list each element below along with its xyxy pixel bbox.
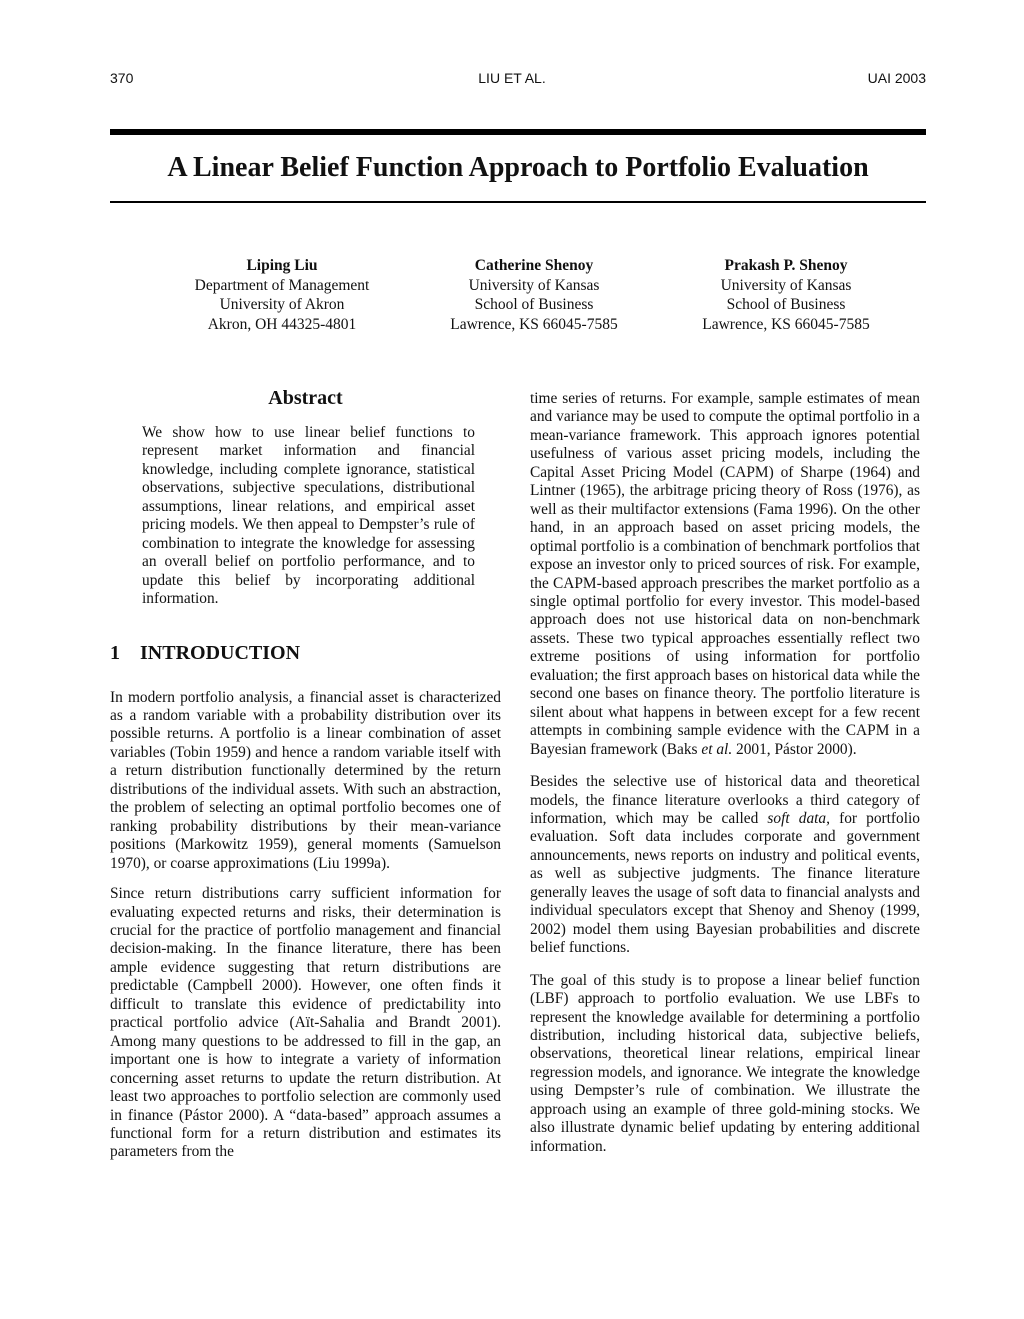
paragraph-text: time series of returns. For example, sample estimates of mean and variance may be used to compute the optimal portfolio in a mean-variance framework. This approach ignores potential usefulness of various asset pricing models, including the Capital Asset Pricing Model (CAPM) of Sharpe (1964) and Lintner (1965), the arbitrage pricing theory of Ross (1976), as well as their multifactor extensions (Fama 1996). On the other hand, in an approach based on asset pricing models, the optimal portfolio is a combination of benchmark portfolios that expose an investor only to priced sources of risk. For example, the CAPM-based approach prescribes the market portfolio as a single optimal portfolio for every investor. This model-based approach does not use historical data on non-benchmark assets. These two typical approaches essentially reflect two extreme positions of using information for portfolio evaluation; the first approach bases on historical data while the second one bases on finance theory. The portfolio literature is silent about what happens in between except for a few recent attempts in combining sample evidence with the CAPM in a Bayesian framework (Baks: [530, 390, 920, 758]
author-address: Lawrence, KS 66045-7585: [702, 315, 870, 333]
left-column: [110, 384, 501, 1174]
intro-paragraph-4: [530, 773, 920, 958]
paragraph-text: Besides the selective use of historical data and theoretical models, the finance literature overlooks a third category of information, which may be called: [530, 773, 920, 827]
intro-paragraph-2: Since return distributions carry sufficient information for evaluating expected returns and risks, their determination is crucial for the practice of portfolio management and financial decision-making. In the finance literature, there has been ample evidence suggesting that return distributions are predictable (Campbell 2000). However, one often finds it difficult to translate this evidence of predictability into practical portfolio advice (Aït-Sahalia and Brandt 2001). Among many questions to be addressed to fill in the gap, an important one is how to integrate a variety of information concerning asset returns to update the return distribution. At least two approaches to portfolio selection are commonly used in finance (Pástor 2000). A “data-based” approach assumes a functional form for a return distribution and estimates its parameters from the: [110, 885, 501, 1161]
title-rule-top: [110, 129, 926, 135]
title-rule-bottom: [110, 201, 926, 203]
running-head-authors: LIU ET AL.: [478, 70, 546, 86]
author-1: [152, 256, 412, 334]
author-affiliation: Department of Management: [194, 276, 370, 294]
intro-paragraph-1: In modern portfolio analysis, a financial asset is characterized as a random variable with a probability distribution over its possible returns. A portfolio is a linear combination of asset variables (Tobin 1959) and hence a random variable itself with a return distribution functionally determined by the return distributions of the individual assets. With such an abstraction, the problem of selecting an optimal portfolio becomes one of ranking probability distributions by their mean-variance positions (Markowitz 1959), general moments (Samuelson 1970), or coarse approximations (Liu 1999a).: [110, 688, 501, 872]
author-name: Liping Liu: [246, 257, 318, 274]
author-affiliation: School of Business: [726, 296, 846, 313]
running-head: [0, 70, 1024, 90]
page-number: 370: [110, 70, 134, 86]
author-affiliation: School of Business: [474, 296, 594, 313]
paragraph-text: 2001, Pástor 2000).: [732, 740, 857, 758]
author-affiliation: University of Akron: [219, 296, 345, 313]
author-3: [656, 256, 916, 334]
emphasis-text: et al.: [701, 740, 733, 758]
emphasis-text: soft data,: [767, 809, 830, 827]
abstract-text: We show how to use linear belief functions to represent market information and financial knowledge, including complete ignorance, statistical observations, subjective speculations, distributional assumptions, linear relations, and empirical asset pricing models. We then appeal to Dempster’s rule of combination to integrate the knowledge for assessing an overall belief on portfolio performance, and to update this belief by incorporating additional information.: [142, 424, 475, 608]
author-name: Prakash P. Shenoy: [724, 257, 848, 274]
author-affiliation: University of Kansas: [720, 276, 852, 294]
author-name: Catherine Shenoy: [474, 257, 594, 274]
section-title: INTRODUCTION: [140, 641, 301, 664]
paper-title: A Linear Belief Function Approach to Portfolio Evaluation: [167, 152, 869, 183]
section-heading: [110, 639, 501, 667]
section-number: 1: [110, 641, 120, 664]
intro-paragraph-3: [530, 390, 920, 759]
author-address: Lawrence, KS 66045-7585: [450, 315, 618, 333]
running-head-venue: UAI 2003: [867, 70, 926, 86]
paragraph-text: for portfolio evaluation. Soft data includes corporate and government announcements, news reports on industry and political events, as well as subjective judgments. The finance literature generally leaves the usage of soft data to financial analysts and individual speculators except that Shenoy and Shenoy (1999, 2002) model them using Bayesian probabilities and discrete belief functions.: [530, 809, 920, 957]
author-affiliation: University of Kansas: [468, 276, 600, 294]
right-column: [530, 390, 920, 1170]
author-address: Akron, OH 44325-4801: [207, 315, 357, 333]
abstract-heading: Abstract: [268, 387, 343, 409]
author-2: [404, 256, 664, 334]
intro-paragraph-5: The goal of this study is to propose a linear belief function (LBF) approach to portfolio evaluation. We use LBFs to represent the knowledge available for determining a portfolio distribution, including historical data, subjective beliefs, observations, theoretical linear relations, empirical linear regression models, and ignorance. We integrate the knowledge using Dempster’s rule of combination. We illustrate the approach using an example of three gold-mining stocks. We also illustrate dynamic belief updating by entering additional information.: [530, 971, 920, 1155]
